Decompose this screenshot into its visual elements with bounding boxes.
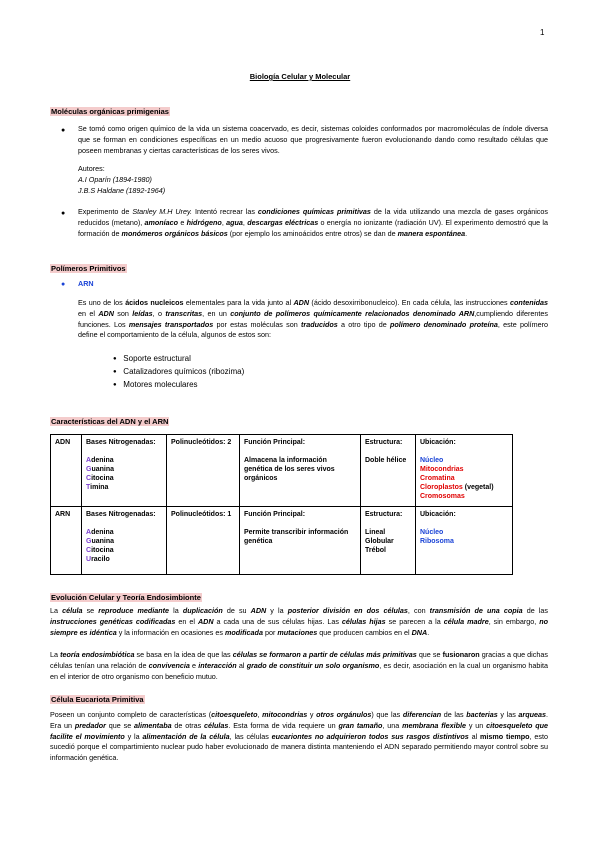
section-heading-moleculas: Moléculas orgánicas primigenias xyxy=(51,107,169,116)
table-cell: Estructura: Doble hélice xyxy=(361,435,416,507)
section-heading-evolucion: Evolución Celular y Teoría Endosimbionte xyxy=(51,593,201,602)
page-title: Biología Celular y Molecular xyxy=(249,72,351,81)
bullet-icon: ● xyxy=(61,281,66,288)
bullet-icon: ● xyxy=(61,127,66,134)
table-row xyxy=(51,507,513,575)
list-item: ● Soporte estructural xyxy=(113,354,191,363)
table-cell: Ubicación: Núcleo Ribosoma xyxy=(416,507,513,575)
authors-label: Autores: xyxy=(78,164,105,173)
paragraph-eucariota: Poseen un conjunto completo de características (citoesqueleto, mitocondrias y otros orgánulos) que las diferencian de las bacterias y las arqueas. Era un predador que se alimentaba de otras células. Esta forma de vida requiere un gran tamaño, una membrana flexible y un citoesqueleto que facilite el movimiento y la alimentación de la célula, las células eucariontes no adquirieron todos sus rasgos distintivos al mismo tiempo, esto sucedió porque el compartimiento nuclear pudo haber evolucionado de manera distinta manteniendo el ADN separado permitiendo mayor control sobre su información genética. xyxy=(50,710,549,763)
page-number: 1 xyxy=(540,28,545,37)
table-cell: Polinucleótidos: 1 xyxy=(167,507,240,575)
author-haldane: J.B.S Haldane (1892-1964) xyxy=(78,186,166,195)
table-cell: Estructura: Lineal Globular Trébol xyxy=(361,507,416,575)
arn-label: ARN xyxy=(78,279,94,288)
bullet-icon: ● xyxy=(61,210,66,217)
table-cell: Ubicación: Núcleo Mitocondrias Cromatina Cloroplastos (vegetal) Cromosomas xyxy=(416,435,513,507)
table-cell: ARN xyxy=(51,507,82,575)
paragraph-experimento: Experimento de Stanley M.H Urey. Intentó recrear las condiciones químicas primitivas de la vida utilizando una mezcla de gases orgánicos reducidos (metano), amoníaco e hidrógeno, agua, descargas eléctricas o energía no ionizante (radiación UV). El experimento demostró que la formación de monómeros orgánicos básicos (por ejemplo los aminoácidos entre otros) se dan de manera espontánea. xyxy=(78,207,548,238)
section-heading-eucariota: Célula Eucariota Primitiva xyxy=(51,695,144,704)
table-cell: ADN xyxy=(51,435,82,507)
table-row xyxy=(51,435,513,507)
table-cell: Polinucleótidos: 2 xyxy=(167,435,240,507)
list-item: ● Catalizadores químicos (ribozima) xyxy=(113,367,245,376)
polymer-functions-list xyxy=(113,353,244,392)
paragraph-arn: Es uno de los ácidos nucleicos elementales para la vida junto al ADN (ácido desoxirribonucleico). En cada célula, las instrucciones contenidas en el ADN son leídas, o transcritas, en un conjunto de polímeros químicamente relacionados denominado ARN,cumpliendo diferentes funciones. Los mensajes transportados por estas moléculas son traducidos a otro tipo de polímero denominado proteína, este polímero define el comportamiento de la célula, algunos de estos son: xyxy=(78,298,548,340)
paragraph-teoria-endosimbiotica: La teoría endosimbiótica se basa en la idea de que las células se formaron a partir de células más primitivas que se fusionaron gracias a que dichas células tenían una relación de convivencia e interacción al grado de constituir un solo organismo, es decir, asociación en la cual un organismo habita en el interior de otro organismo con beneficio mutuo. xyxy=(50,650,548,681)
adn-arn-table xyxy=(50,434,513,575)
section-heading-caracteristicas: Características del ADN y el ARN xyxy=(51,417,169,426)
table-cell: Función Principal: Permite transcribir información genética xyxy=(240,507,361,575)
table-cell: Bases Nitrogenadas: Adenina Guanina Citocina Uracilo xyxy=(82,507,167,575)
section-heading-polimeros: Polímeros Primitivos xyxy=(51,264,126,273)
paragraph-coacervado: Se tomó como origen químico de la vida un sistema coacervado, es decir, sistemas coloides conformados por macromoléculas de índole diversa que se forman en condiciones específicas en un medio acuoso que progresivamente fueron evolucionando dando como resultado células que poseen membranas y ciertas características de los seres vivos. xyxy=(78,124,548,155)
table-cell: Bases Nitrogenadas: Adenina Guanina Citocina Timina xyxy=(82,435,167,507)
author-oparin: A.I Oparín (1894-1980) xyxy=(78,175,152,184)
table-cell: Función Principal: Almacena la información genética de los seres vivos orgánicos xyxy=(240,435,361,507)
paragraph-celula-reproduce: La célula se reproduce mediante la duplicación de su ADN y la posterior división en dos células, con transmisión de una copia de las instrucciones genéticas codificadas en el ADN a cada una de sus células hijas. Las células hijas se parecen a la célula madre, sin embargo, no siempre es idéntica y la información en ocasiones es modificada por mutaciones que producen cambios en el DNA. xyxy=(50,606,548,637)
list-item: ● Motores moleculares xyxy=(113,380,198,389)
